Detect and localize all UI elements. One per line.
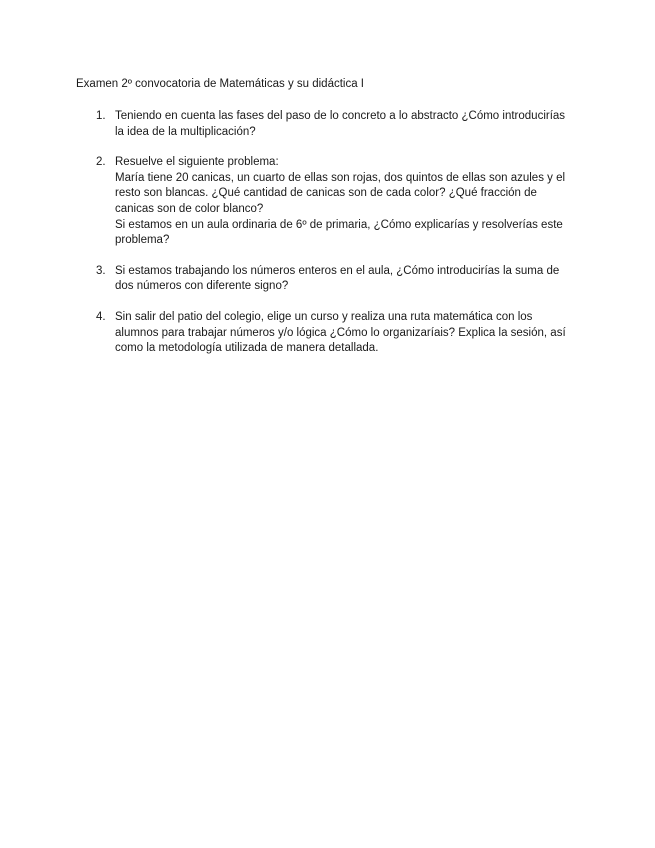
question-number: 1. [96, 110, 106, 122]
question-item [76, 155, 586, 249]
question-text-line: la idea de la multiplicación? [115, 125, 256, 138]
question-text-line: como la metodología utilizada de manera detallada. [115, 342, 379, 355]
question-text-line: Si estamos trabajando los números enteros en el aula, ¿Cómo introducirías la suma de [115, 264, 560, 277]
question-number: 3. [96, 264, 106, 277]
question-text-line: María tiene 20 canicas, un cuarto de ellas son rojas, dos quintos de ellas son azules y el [115, 171, 566, 184]
question-item [76, 310, 586, 357]
question-text-line: resto son blancas. ¿Qué cantidad de canicas son de cada color? ¿Qué fracción de [115, 187, 537, 200]
question-text-line: dos números con diferente signo? [115, 280, 289, 293]
question-text-line: problema? [115, 234, 170, 247]
question-text-line: Si estamos en un aula ordinaria de 6º de primaria, ¿Cómo explicarías y resolverías este [115, 218, 563, 231]
question-text-line: canicas son de color blanco? [115, 202, 264, 215]
question-list [76, 109, 586, 357]
question-text-line: Teniendo en cuenta las fases del paso de lo concreto a lo abstracto ¿Cómo introducirías [115, 110, 566, 122]
document-title: Examen 2º convocatoria de Matemáticas y su didáctica I [76, 78, 365, 90]
question-text-line: Resuelve el siguiente problema: [115, 156, 279, 169]
question-item [76, 109, 586, 140]
question-text-line: alumnos para trabajar números y/o lógica ¿Cómo lo organizaríais? Explica la sesión, así [115, 326, 566, 339]
question-number: 4. [96, 310, 106, 323]
question-text-line: Sin salir del patio del colegio, elige un curso y realiza una ruta matemática con los [115, 310, 533, 323]
question-number: 2. [96, 156, 106, 169]
question-item [76, 264, 586, 295]
